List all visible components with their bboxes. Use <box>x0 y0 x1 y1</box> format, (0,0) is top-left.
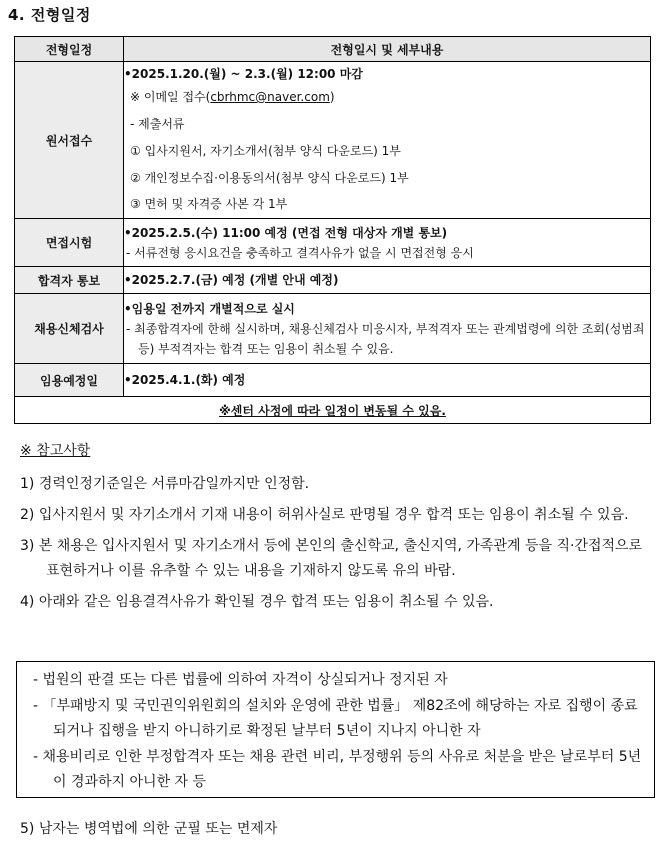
disqualification-item: - 법원의 판결 또는 다른 법률에 의하여 자격이 상실되거나 정지된 자 <box>33 672 448 688</box>
reference-notes <box>20 440 660 621</box>
row-appointment <box>15 364 651 397</box>
email-link[interactable]: cbrhmc@naver.com <box>210 90 330 104</box>
doc-item: ② 개인정보수집·이용동의서(첨부 양식 다운로드) 1부 <box>130 171 409 185</box>
category-application: 원서접수 <box>15 62 124 219</box>
announcement-schedule: • 2025.2.7.(금) 예정 (개별 안내 예정) <box>124 270 650 290</box>
interview-schedule: • 2025.2.5.(수) 11:00 예정 (면접 전형 대상자 개별 통보) <box>124 223 650 243</box>
doc-item: ③ 면허 및 자격증 사본 각 1부 <box>130 197 288 211</box>
category-medical: 채용신체검사 <box>15 294 124 364</box>
email-suffix: ) <box>329 90 335 104</box>
doc-item: ① 입사지원서, 자기소개서(첨부 양식 다운로드) 1부 <box>130 144 401 158</box>
email-prefix: ※ 이메일 접수( <box>130 90 211 104</box>
note-item-5: 5) 남자는 병역법에 의한 군필 또는 면제자 <box>20 821 278 837</box>
details-application <box>124 62 651 219</box>
row-application <box>15 62 651 219</box>
disqualification-item: - 「부패방지 및 국민권익위원회의 설치와 운영에 관한 법률」 제82조에 해당하는 자로 집행이 종료되거나 집행을 받지 아니하기로 확정된 날부터 5년이 지나지 아니한 자 <box>33 698 638 739</box>
medical-note: - 최종합격자에 한해 실시하며, 채용신체검사 미응시자, 부적격자 또는 관계법령에 의한 조회(성범죄 등) 부적격자는 합격 또는 임용이 취소될 수 있음. <box>126 321 645 356</box>
note-item: 2) 입사지원서 및 자기소개서 기재 내용이 허위사실로 판명될 경우 합격 또는 임용이 취소될 수 있음. <box>20 507 629 523</box>
details-interview <box>124 219 651 267</box>
docs-title: - 제출서류 <box>130 117 185 131</box>
details-medical <box>124 294 651 364</box>
note-item: 1) 경력인정기준일은 서류마감일까지만 인정함. <box>20 476 310 492</box>
header-stage: 전형일정 <box>15 37 124 62</box>
disqualification-box <box>16 661 655 798</box>
row-announcement <box>15 267 651 294</box>
application-email-line <box>124 84 650 111</box>
appointment-schedule: • 2025.4.1.(화) 예정 <box>124 370 650 390</box>
details-appointment <box>124 364 651 397</box>
table-header-row <box>15 37 651 62</box>
note-item: 3) 본 채용은 입사지원서 및 자기소개서 등에 본인의 출신학교, 출신지역, 가족관계 등을 직·간접적으로 표현하거나 이를 유추할 수 있는 내용을 기재하지 않도록 유의 바람. <box>20 538 643 579</box>
medical-schedule: • 임용일 전까지 개별적으로 실시 <box>124 299 650 319</box>
application-deadline: • 2025.1.20.(월) ~ 2.3.(월) 12:00 마감 <box>124 64 650 84</box>
header-details: 전형일시 및 세부내용 <box>124 37 651 62</box>
notes-title: ※ 참고사항 <box>20 443 91 459</box>
details-announcement <box>124 267 651 294</box>
disqualification-item: - 채용비리로 인한 부정합격자 또는 채용 관련 비리, 부정행위 등의 사유로 처분을 받은 날로부터 5년이 경과하지 아니한 자 등 <box>33 749 642 790</box>
row-interview <box>15 219 651 267</box>
category-interview: 면접시험 <box>15 219 124 267</box>
schedule-table <box>14 36 651 424</box>
category-appointment: 임용예정일 <box>15 364 124 397</box>
section-title: 4. 전형일정 <box>8 6 91 24</box>
schedule-footnote: ※센터 사정에 따라 일정이 변동될 수 있음. <box>15 397 651 424</box>
interview-note: - 서류전형 응시요건을 충족하고 결격사유가 없을 시 면접전형 응시 <box>126 245 474 260</box>
row-footnote <box>15 397 651 424</box>
note-item: 4) 아래와 같은 임용결격사유가 확인될 경우 합격 또는 임용이 취소될 수 있음. <box>20 594 494 610</box>
row-medical <box>15 294 651 364</box>
category-announcement: 합격자 통보 <box>15 267 124 294</box>
